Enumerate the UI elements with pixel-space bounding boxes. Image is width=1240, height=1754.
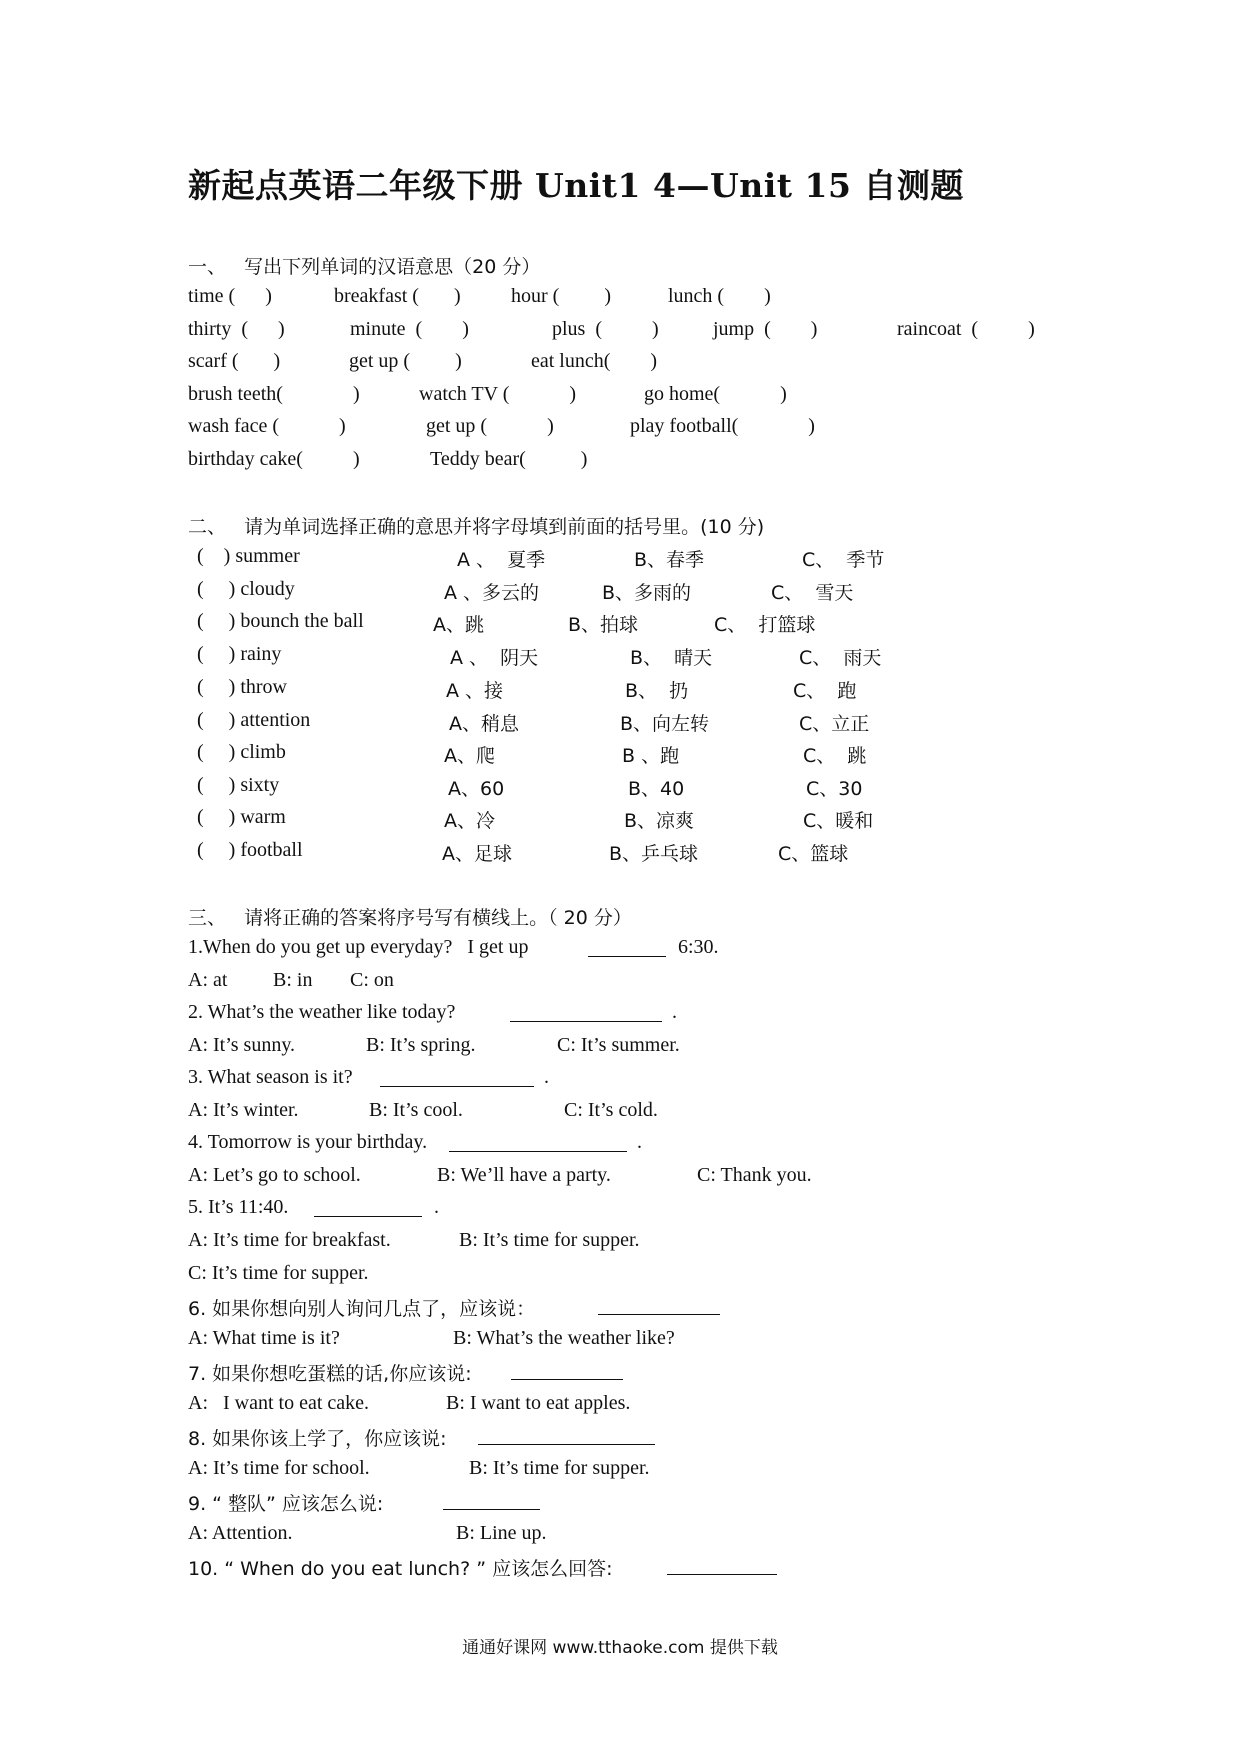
question-6: 6. 如果你想向别人询问几点了，应该说：	[0, 1294, 20, 1324]
question-5-options: A: It’s time for breakfast. B: It’s time for supper.	[188, 1229, 640, 1251]
answer-blank-4[interactable]	[449, 1131, 627, 1152]
question-3: 3. What season is it? .	[188, 1066, 549, 1088]
answer-blank-6[interactable]	[598, 1294, 720, 1315]
question-9-options: A: Attention. B: Line up.	[188, 1522, 547, 1544]
question-7: 7. 如果你想吃蛋糕的话,你应该说:	[0, 1359, 20, 1389]
question-4-options: A: Let’s go to school. B: We’ll have a party. C: Thank you.	[188, 1164, 812, 1186]
section1-row-6: birthday cake( ) Teddy bear( )	[188, 448, 588, 470]
question-5: 5. It’s 11:40. .	[188, 1196, 439, 1218]
section2-item-10: ( ) football A、足球 B、乒乓球 C、篮球	[197, 839, 849, 865]
question-2: 2. What’s the weather like today? .	[188, 1001, 677, 1023]
question-8-options: A: It’s time for school. B: It’s time for supper.	[188, 1457, 650, 1479]
question-10: 10. “ When do you eat lunch? ” 应该怎么回答:	[0, 1554, 20, 1584]
section1-row-5: wash face ( ) get up ( ) play football( )	[188, 415, 815, 437]
page-footer: 通通好课网 www.tthaoke.com 提供下载	[462, 1638, 778, 1658]
answer-blank-9[interactable]	[443, 1489, 540, 1510]
page-title: 新起点英语二年级下册 Unit1 4—Unit 15 自测题	[188, 166, 964, 205]
question-1: 1.When do you get up everyday? I get up 6:30.	[188, 936, 719, 958]
question-1-options: A: at B: in C: on	[188, 969, 394, 991]
section1-row-1: time ( ) breakfast ( ) hour ( ) lunch ( )	[188, 285, 771, 307]
section1-row-4: brush teeth( ) watch TV ( ) go home( )	[188, 383, 787, 405]
section2-item-4: ( ) rainy A 、 阴天 B、 晴天 C、 雨天	[197, 643, 882, 669]
section1-heading: 一、 写出下列单词的汉语意思（20 分）	[188, 256, 541, 278]
question-2-options: A: It’s sunny. B: It’s spring. C: It’s summer.	[188, 1034, 680, 1056]
question-4: 4. Tomorrow is your birthday. .	[188, 1131, 642, 1153]
question-8: 8. 如果你该上学了，你应该说:	[0, 1424, 20, 1454]
section1-row-2: thirty ( ) minute ( ) plus ( ) jump ( ) raincoat ( )	[188, 318, 1035, 340]
answer-blank-8[interactable]	[478, 1424, 655, 1445]
section2-item-2: ( ) cloudy A 、多云的 B、多雨的 C、 雪天	[197, 578, 854, 604]
section2-item-9: ( ) warm A、冷 B、凉爽 C、暖和	[197, 806, 874, 832]
section2-item-8: ( ) sixty A、60 B、40 C、30	[197, 774, 863, 800]
answer-blank-7[interactable]	[511, 1359, 623, 1380]
question-5-option-c: C: It’s time for supper.	[188, 1262, 369, 1284]
question-6-options: A: What time is it? B: What’s the weather like?	[188, 1327, 675, 1349]
section2-item-6: ( ) attention A、稍息 B、向左转 C、立正	[197, 709, 870, 735]
answer-blank-1[interactable]	[588, 936, 666, 957]
section2-heading: 二、 请为单词选择正确的意思并将字母填到前面的括号里。(10 分)	[188, 516, 765, 538]
section2-item-7: ( ) climb A、爬 B 、跑 C、 跳	[197, 741, 867, 767]
answer-blank-3[interactable]	[380, 1066, 534, 1087]
section2-item-1: ( ) summer A 、 夏季 B、春季 C、 季节	[197, 545, 885, 571]
answer-blank-5[interactable]	[314, 1196, 422, 1217]
section2-item-3: ( ) bounch the ball A、跳 B、拍球 C、 打篮球	[197, 610, 816, 636]
section1-row-3: scarf ( ) get up ( ) eat lunch( )	[188, 350, 658, 372]
question-3-options: A: It’s winter. B: It’s cool. C: It’s cold.	[188, 1099, 658, 1121]
section3-heading: 三、 请将正确的答案将序号写有横线上。（ 20 分）	[188, 907, 632, 929]
question-9: 9. “ 整队” 应该怎么说:	[0, 1489, 20, 1519]
answer-blank-2[interactable]	[510, 1001, 662, 1022]
answer-blank-10[interactable]	[667, 1554, 777, 1575]
section2-item-5: ( ) throw A 、接 B、 扔 C、 跑	[197, 676, 857, 702]
question-7-options: A: I want to eat cake. B: I want to eat apples.	[188, 1392, 631, 1414]
